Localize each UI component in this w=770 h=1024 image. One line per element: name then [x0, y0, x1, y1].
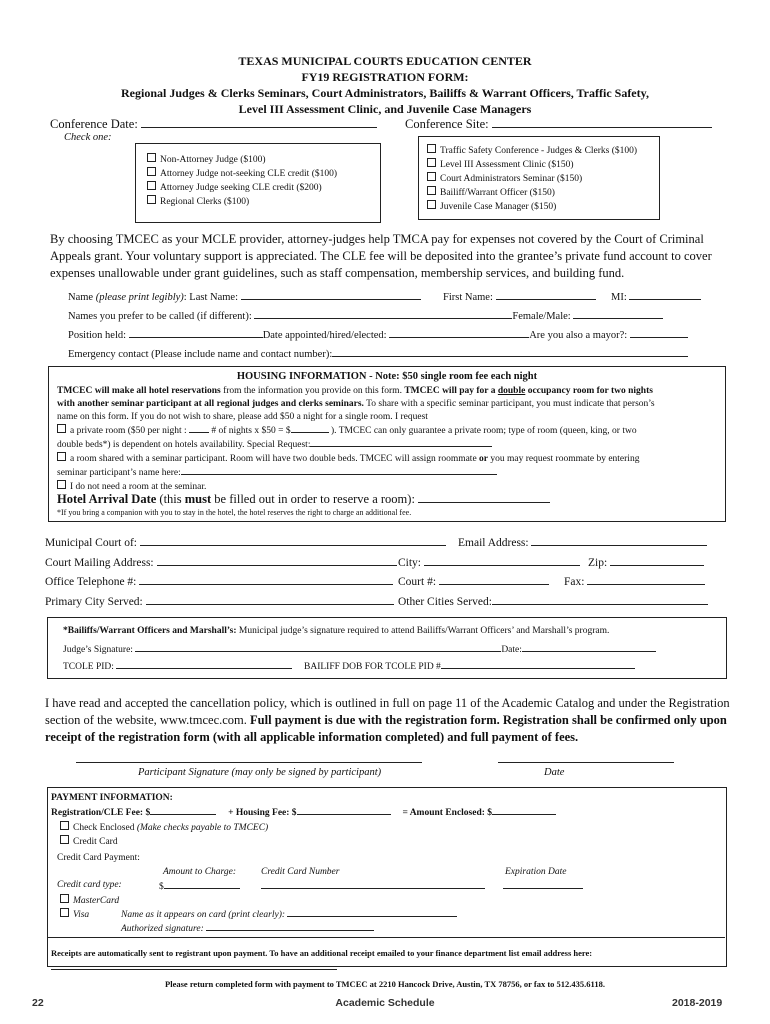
position-field[interactable] [129, 327, 263, 338]
housing-line [57, 385, 655, 398]
bailiff-title [63, 626, 609, 636]
page-number: 22 [32, 997, 44, 1009]
other-cities-label: Other Cities Served: [398, 596, 492, 608]
reg-fee-field[interactable] [150, 806, 216, 815]
option-label: Juvenile Case Manager ($150) [440, 202, 557, 212]
other-cities-field[interactable] [492, 594, 708, 605]
name-hint: (please print legibly) [95, 292, 184, 303]
emergency-field[interactable] [332, 346, 688, 357]
housing-bold-text: occupancy room for two nights [525, 386, 653, 396]
private-room-option[interactable] [57, 424, 655, 438]
bailiff-title-bold: *Bailiffs/Warrant Officers and Marshall’s: [63, 626, 237, 636]
shared-room-option[interactable] [57, 452, 655, 466]
mailing-address-label: Court Mailing Address: [45, 557, 154, 569]
credit-card-option[interactable] [60, 835, 268, 849]
last-name-field[interactable] [241, 289, 421, 300]
option-label: Bailiff/Warrant Officer ($150) [440, 188, 555, 198]
dollar-sign: $ [159, 882, 164, 892]
option-label: Traffic Safety Conference - Judges & Clerks ($100) [440, 146, 638, 156]
gender-field[interactable] [573, 308, 663, 319]
option-item[interactable] [427, 200, 637, 214]
housing-line: name on this form. If you do not wish to share, please add $50 a night for a single room. I request [57, 412, 428, 422]
checkbox[interactable] [60, 835, 69, 844]
conference-site-label: Conference Site: [405, 117, 489, 131]
amount-to-charge-label: Amount to Charge: [163, 867, 237, 877]
name-label: Name [68, 292, 94, 303]
mastercard-option[interactable] [60, 894, 119, 908]
mayor-label: Are you also a mayor?: [529, 330, 628, 341]
tcole-label: TCOLE PID: [63, 662, 114, 672]
cancellation-paragraph [45, 695, 730, 746]
mcle-line: By choosing TMCEC as your MCLE provider, attorney-judges help TMCA pay for expenses not covered by the Court of Criminal [50, 232, 704, 246]
judge-signature-row [63, 643, 656, 655]
fax-label: Fax: [564, 576, 585, 588]
special-request-label: double beds*) is dependent on hotels availability. Special Request: [57, 440, 311, 450]
reg-fee-label: Registration/CLE Fee: $ [51, 808, 151, 818]
phone-label: Office Telephone #: [45, 576, 137, 588]
checkbox[interactable] [60, 894, 69, 903]
payment-divider [47, 937, 725, 938]
nights-field[interactable] [189, 424, 209, 433]
hotel-arrival-label: Hotel Arrival Date [57, 492, 157, 506]
court-number-label: Court #: [398, 576, 437, 588]
hotel-arrival-text: (this [156, 492, 185, 506]
name-on-card-field[interactable] [287, 908, 457, 917]
amount-enclosed-field[interactable] [492, 806, 556, 815]
email-row [458, 535, 707, 549]
housing-title: HOUSING INFORMATION - Note: $50 single room fee each night [236, 371, 538, 382]
bailiff-dob-label: BAILIFF DOB FOR TCOLE PID # [304, 662, 441, 672]
mi-label: MI: [611, 292, 627, 303]
bailiff-dob-field[interactable] [441, 660, 635, 669]
city-label: City: [398, 557, 422, 569]
card-type-list [60, 894, 119, 922]
option-item[interactable] [147, 167, 337, 181]
zip-field[interactable] [610, 555, 704, 566]
shared-room-label-b: you may request roommate by entering [488, 454, 640, 464]
hotel-arrival-field[interactable] [418, 492, 550, 503]
preferred-name-row [68, 308, 663, 322]
amount-to-charge-row [159, 880, 240, 892]
housing-fee-label: + Housing Fee: $ [228, 808, 297, 818]
mcle-paragraph [50, 231, 712, 282]
option-item[interactable] [427, 186, 637, 200]
mayor-field[interactable] [630, 327, 688, 338]
appointed-label: Date appointed/hired/elected: [262, 330, 387, 341]
housing-line [57, 438, 655, 452]
emergency-row [68, 346, 688, 360]
name-row [68, 289, 421, 303]
mcle-line: expenses unallowable under grant guidelines, such as staff compensation, membership services, and building fund. [50, 266, 625, 280]
expiration-label: Expiration Date [505, 867, 567, 877]
payment-title: PAYMENT INFORMATION: [51, 793, 173, 803]
form-programs-line2: Level III Assessment Clinic, and Juvenile Case Managers [238, 102, 532, 116]
mailing-address-field[interactable] [157, 555, 397, 566]
auth-signature-row [121, 922, 374, 934]
preferred-name-field[interactable] [254, 308, 512, 319]
finance-email-field[interactable] [51, 969, 337, 970]
cancellation-text: section of the website, www.tmcec.com. [45, 713, 251, 727]
option-item[interactable] [427, 158, 637, 172]
name-on-card-label: Name as it appears on card (print clearly): [121, 910, 286, 920]
shared-room-label: a room shared with a seminar participant. Room will have two double beds. TMCEC will assign roommate [70, 454, 480, 464]
bailiff-dob-row [304, 660, 635, 672]
cancellation-line: I have read and accepted the cancellation policy, which is outlined in full on page 11 of the Academic Catalog and under the Registration [45, 696, 730, 710]
cancellation-line: receipt of the registration form (with all applicable information completed) and full payment of fees. [45, 730, 579, 744]
roommate-field[interactable] [181, 466, 497, 475]
city-row [398, 555, 580, 569]
first-name-label: First Name: [443, 292, 493, 303]
form-agency-title: TEXAS MUNICIPAL COURTS EDUCATION CENTER [238, 54, 532, 68]
option-item[interactable] [147, 181, 337, 195]
housing-line [57, 466, 655, 480]
primary-city-field[interactable] [146, 594, 394, 605]
option-label: Non-Attorney Judge ($100) [160, 155, 266, 165]
hotel-arrival-text: be filled out in order to reserve a room): [211, 492, 415, 506]
checkbox[interactable] [57, 452, 66, 461]
expiration-field[interactable] [503, 888, 583, 889]
bailiff-title-rest: Municipal judge’s signature required to attend Bailiffs/Warrant Officers’ and Marshall’s program. [236, 626, 610, 636]
private-room-calc: # of nights x $50 = $ [211, 426, 291, 436]
judge-signature-label: Judge’s Signature: [63, 645, 133, 655]
conference-date-field[interactable] [141, 117, 377, 128]
special-request-field[interactable] [310, 438, 492, 447]
primary-city-row [45, 594, 394, 608]
cc-number-label: Credit Card Number [261, 867, 340, 877]
housing-fee-field[interactable] [297, 806, 391, 815]
judge-date-field[interactable] [522, 643, 656, 652]
cancellation-line [45, 712, 730, 729]
position-row [68, 327, 688, 341]
judge-date-label: Date: [501, 645, 522, 655]
visa-option[interactable] [60, 908, 119, 922]
checkbox[interactable] [60, 821, 69, 830]
participant-signature-label: Participant Signature (may only be signed by participant) [138, 767, 382, 778]
housing-bold-text: TMCEC will pay for a [404, 386, 498, 396]
check-payable-note: (Make checks payable to TMCEC) [136, 823, 269, 833]
checkbox[interactable] [147, 195, 156, 204]
credit-card-label: Credit Card [73, 837, 118, 847]
conference-site-row [405, 117, 712, 132]
fees-row [51, 806, 556, 818]
tcole-field[interactable] [116, 660, 292, 669]
checkbox[interactable] [57, 424, 66, 433]
zip-label: Zip: [588, 557, 608, 569]
email-field[interactable] [531, 535, 707, 546]
private-room-total-field[interactable] [291, 424, 329, 433]
cc-number-field[interactable] [261, 888, 485, 889]
option-item[interactable] [147, 195, 337, 209]
fax-field[interactable] [587, 574, 705, 585]
checkbox[interactable] [57, 480, 66, 489]
signature-date-label: Date [544, 767, 565, 778]
conference-date-row [50, 117, 377, 132]
auth-signature-field[interactable] [206, 922, 374, 931]
position-label: Position held: [68, 330, 127, 341]
housing-text-span: To share with a specific seminar participant, you must indicate that person’s [363, 399, 655, 409]
footer-year: 2018-2019 [672, 997, 723, 1009]
shared-or: or [479, 454, 489, 464]
option-label: Level III Assessment Clinic ($150) [440, 160, 574, 170]
cc-payment-label: Credit Card Payment: [57, 853, 140, 863]
checkbox[interactable] [427, 158, 436, 167]
zip-row [588, 555, 704, 569]
court-number-field[interactable] [439, 574, 549, 585]
emergency-label: Emergency contact (Please include name and contact number): [68, 349, 333, 360]
phone-row [45, 574, 393, 588]
mi-field[interactable] [629, 289, 701, 300]
private-room-note: ). TMCEC can only guarantee a private room; type of room (queen, king, or two [330, 426, 637, 436]
conference-site-field[interactable] [492, 117, 712, 128]
housing-bold-text: with another seminar participant at all regional judges and clerks seminars. [57, 399, 364, 409]
option-item[interactable] [427, 144, 637, 158]
checkbox[interactable] [427, 144, 436, 153]
cancellation-bold: Full payment is due with the registration form. Registration shall be confirmed only upon [250, 713, 727, 727]
tcole-row [63, 660, 292, 672]
housing-double-text: double [497, 386, 526, 396]
amount-to-charge-field[interactable] [164, 880, 240, 889]
participant-signature-field[interactable] [76, 762, 422, 763]
primary-city-label: Primary City Served: [45, 596, 143, 608]
no-room-label: I do not need a room at the seminar. [70, 482, 207, 492]
checkbox[interactable] [427, 200, 436, 209]
option-label: Regional Clerks ($100) [160, 197, 250, 207]
housing-text-span: from the information you provide on this form. [220, 386, 405, 396]
form-programs-line1: Regional Judges & Clerks Seminars, Court Administrators, Bailiffs & Warrant Officers, Traffic Safety, [121, 86, 649, 100]
check-one-label: Check one: [64, 132, 112, 143]
preferred-name-label: Names you prefer to be called (if different): [68, 311, 252, 322]
email-label: Email Address: [458, 537, 529, 549]
footer-section: Academic Schedule [335, 997, 435, 1009]
mi-row [611, 289, 701, 303]
hotel-arrival-must: must [184, 492, 212, 506]
phone-field[interactable] [139, 574, 393, 585]
amount-enclosed-label: = Amount Enclosed: $ [402, 808, 493, 818]
option-label: Court Administrators Seminar ($150) [440, 174, 583, 184]
check-enclosed-label: Check Enclosed [73, 823, 137, 833]
check-enclosed-option[interactable] [60, 821, 268, 835]
judge-signature-field[interactable] [135, 643, 501, 652]
checkbox[interactable] [147, 181, 156, 190]
municipal-court-field[interactable] [140, 535, 446, 546]
city-field[interactable] [424, 555, 580, 566]
option-label: Attorney Judge not-seeking CLE credit ($100) [160, 169, 338, 179]
municipal-court-label: Municipal Court of: [45, 537, 137, 549]
cc-type-label: Credit card type: [57, 880, 122, 890]
receipts-note: Receipts are automatically sent to registrant upon payment. To have an additional receipt emailed to your finance department list email address here: [51, 948, 593, 958]
payment-method-list [60, 821, 268, 849]
companion-note: *If you bring a companion with you to stay in the hotel, the hotel reserves the right to charge an additional fee. [57, 508, 412, 517]
option-label: Attorney Judge seeking CLE credit ($200) [160, 183, 322, 193]
checkbox[interactable] [60, 908, 69, 917]
gender-label: Female/Male: [512, 311, 571, 322]
housing-bold-text: TMCEC will make all hotel reservations [57, 386, 221, 396]
mcle-line: Appeals grant. Your voluntary support is appreciated. The CLE fee will be deposited into the grantee’s private fund account to cover [50, 249, 712, 263]
mailing-address-row [45, 555, 397, 569]
court-number-row [398, 574, 549, 588]
checkbox[interactable] [427, 172, 436, 181]
roommate-label: seminar participant’s name here: [57, 468, 181, 478]
conference-date-label: Conference Date: [50, 117, 138, 131]
return-instructions: Please return completed form with payment to TMCEC at 2210 Hancock Drive, Austin, TX 78756, or fax to 512.435.6118. [165, 979, 605, 989]
name-on-card-row [121, 908, 457, 920]
hotel-arrival-row [57, 492, 550, 507]
checkbox[interactable] [147, 153, 156, 162]
first-name-field[interactable] [496, 289, 596, 300]
private-room-label: a private room ($50 per night : [70, 426, 187, 436]
option-item[interactable] [147, 153, 337, 167]
other-cities-row [398, 594, 708, 608]
form-title: FY19 REGISTRATION FORM: [301, 70, 469, 84]
first-name-row [443, 289, 596, 303]
housing-text [57, 385, 655, 494]
visa-label: Visa [73, 910, 90, 920]
last-name-label: : Last Name: [183, 292, 238, 303]
mastercard-label: MasterCard [73, 896, 120, 906]
left-options-list [147, 153, 337, 209]
housing-line [57, 398, 655, 411]
checkbox[interactable] [147, 167, 156, 176]
signature-date-field[interactable] [498, 762, 674, 763]
appointed-field[interactable] [389, 327, 529, 338]
checkbox[interactable] [427, 186, 436, 195]
option-item[interactable] [427, 172, 637, 186]
auth-signature-label: Authorized signature: [121, 924, 204, 934]
right-options-list [427, 144, 637, 214]
fax-row [564, 574, 705, 588]
municipal-court-row [45, 535, 446, 549]
